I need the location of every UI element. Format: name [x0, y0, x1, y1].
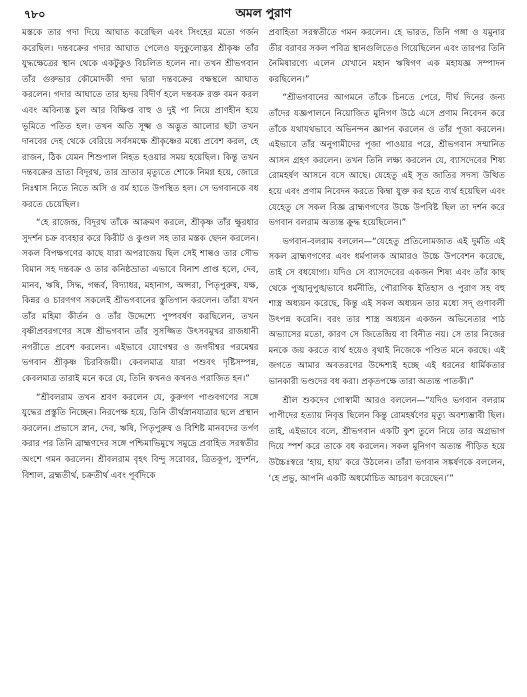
- page-header: [0, 4, 527, 22]
- left-column: [22, 26, 259, 692]
- left-paragraph-1: মস্তকে তার গদা দিয়ে আঘাত করেছিল এবং সিংহের মতো গর্জন করেছিল। দন্তবক্রের গদার আঘাত পেলেও যদুকুলোদ্ভব শ্রীকৃষ্ণ তাঁর যুদ্ধক্ষেত্রের স্থান থেকে একটুকুও বিচলিত হলেন না। তখন শ্রীভগবান তাঁর গুরুভার কৌমোদকী গদা দ্বারা দন্তবক্রের বক্ষস্থলে আঘাত করলেন। গদার আঘাতে তার হৃদয় বিদীর্ণ হলে দন্তবক্র রক্ত বমন করল এবং অবিন্যস্ত চুল আর বিক্ষিপ্ত বাহু ও দুই পা নিয়ে প্রাণহীন হয়ে ভূমিতে পতিত হল। তখন অতি সূক্ষ্ম ও অদ্ভুত আলোর ছটা তখন দানবের দেহ থেকে বেরিয়ে সর্বসমক্ষে শ্রীকৃষ্ণের মধ্যে প্রবেশ করল, হে রাজন, ঠিক যেমন শিশুপাল নিহত হওয়ার সময় হয়েছিল। কিন্তু তখন দন্তবক্রের ভ্রাতা বিদূরথ, তার ভ্রাতার মৃত্যুতে শোকে নিমগ্ন হয়ে, জোরে নিঃশ্বাস নিতে নিতে অসি ও বর্ম হাতে উপস্থিত হল। সে ভগবানকে বধ করতে চেয়েছিল।: [22, 28, 259, 210]
- text-columns: [22, 26, 505, 692]
- right-paragraph-1: প্রবাহিতা সরস্বতীতে গমন করলেন। হে ভারত, তিনি গঙ্গা ও যমুনার তীর বরাবর সকল পবিত্র স্থানগুলিতেও গিয়েছিলেন এবং তারপর তিনি নৈমিষারণ্যে এলেন যেখানে মহান ঋষিগণ এক মহাযজ্ঞ সম্পাদন করছিলেন।”: [268, 28, 505, 85]
- running-title: অমল পুরাণ: [235, 6, 292, 20]
- right-column: [269, 26, 506, 692]
- left-paragraph-3: “শ্রীবলরাম তখন শ্রবণ করলেন যে, কুরুগণ পাণ্ডবগণের সঙ্গে যুদ্ধের প্রস্তুতি নিচ্ছেন। নিরপেক্ষ হয়ে, তিনি তীর্থস্নানযাত্রার ছলে প্রস্থান করলেন। প্রভাসে স্নান, দেব, ঋষি, পিতৃপুরুষ ও বিশিষ্ট মানবদের তর্পণ করার পর তিনি ব্রাহ্মণদের সঙ্গে পশ্চিমাভিমুখে সমুদ্রে প্রবাহিত সরস্বতীর অংশে গমন করলেন। শ্রীবলরাম বৃহৎ বিন্দু সরোবর, ত্রিতকূপ, সুদর্শন, বিশাল, ব্রহ্মতীর্থ, চক্রতীর্থ এবং পূর্বদিকে: [22, 392, 259, 481]
- right-paragraph-3: ভগবান-বলরাম বললেন—“যেহেতু প্রতিলোমজাত এই দুর্মতি এই সকল ব্রাহ্মণগণের এবং ধর্মপালক আমারও উচ্চে উপবেশন করেছে, তাই সে বধযোগ্য। যদিও সে ব্যাসদেবের একজন শিষ্য এবং তাঁর কাছ থেকে পুঙ্খানুপুঙ্খভাবে ধর্মনীতি, পৌরাণিক ইতিহাস ও পুরাণ সহ বহু শাস্ত্র অধ্যয়ন করেছে, কিন্তু এই সকল অধ্যয়ন তার মধ্যে সদ্ গুণাবলী উৎপন্ন করেনি। বরং তার শাস্ত্র অধ্যয়ন একজন অভিনেতার পাঠ অভ্যাসের মতো, কারণ সে জিতেন্দ্রিয় বা বিনীত নয়। সে তার নিজের মনকে জয় করতে ব্যর্থ হয়েও বৃথাই নিজেকে পণ্ডিত মনে করছে। এই জগতে আমার অবতরণের উদ্দেশ্যই হচ্ছে এই ধরনের ধার্মিকতার ভানকারী ভণ্ডদের বধ করা। প্রকৃতপক্ষে তারা অত্যন্ত পাতকী।”: [268, 236, 505, 388]
- left-paragraph-2: “হে রাজেন্দ্র, বিদূরথ তাঁকে আক্রমণ করলে, শ্রীকৃষ্ণ তাঁর ক্ষুরধার সুদর্শন চক্র ব্যবহার করে কিরীট ও কুণ্ডল সহ তার মস্তক ছেদন করলেন। সকল বিপক্ষগণের কাছে যারা অপরাজেয় ছিল সেই শাল্বও তার সৌভ বিমান সহ দন্তবক্র ও তার কনিষ্ঠভ্রাতা এভাবে বিনাশ প্রাপ্ত হলে, দেব, মানব, ঋষি, সিদ্ধ, গন্ধর্ব, বিদ্যাধর, মহানাগ, অপ্সরা, পিতৃপুরুষ, যক্ষ, কিন্নর ও চারণগণ সকলেই শ্রীভগবানের স্তুতিগান করলেন। তাঁরা যখন তাঁর মহিমা কীর্তন ও তাঁর উদ্দেশ্যে পুষ্পবর্ষণ করছিলেন, তখন বৃষ্ণীপ্রবরগণের সঙ্গে শ্রীভগবান তাঁর সুসজ্জিত উৎসবমুখর রাজধানী নগরীতে প্রবেশ করলেন। এইভাবে যোগেশ্বর ও জগদীশ্বর পরমেশ্বর ভগবান শ্রীকৃষ্ণ চিরবিজয়ী। কেবলমাত্র যারা পশুবৎ দৃষ্টিসম্পন্ন, কেবলমাত্র তারাই মনে করে যে, তিনি কখনও কখনও পরাজিত হন।”: [22, 218, 259, 385]
- right-paragraph-4: শ্রীল শুকদেব গোস্বামী আরও বললেন—“যদিও ভগবান বলরাম পাপীদের হত্যায় নিবৃত্ত ছিলেন কিন্তু রোমহর্ষণের মৃত্যু অবশ্যম্ভাবী ছিল। তাই, এইভাবে বলে, শ্রীভগবান একটি কুশ তুলে নিয়ে তার অগ্রভাগ দিয়ে স্পর্শ করে তাকে বধ করলেন। সকল মুনিগণ অত্যন্ত পীড়িত হয়ে উচ্চৈঃস্বরে ‘হায়, হায়’ করে উঠলেন। তাঁরা ভগবান সঙ্কর্ষণকে বললেন, ‘হে প্রভু, আপনি একটি অধর্মোচিত আচরণ করেছেন।’”: [268, 395, 505, 484]
- page-number: ৭৮০: [24, 8, 46, 21]
- right-paragraph-2: “শ্রীভগবানের আগমনে তাঁকে চিনতে পেরে, দীর্ঘ দিনের জন্য তাঁদের যজ্ঞপালনে নিয়োজিত মুনিগণ উঠে এসে প্রণাম নিবেদন করে তাঁকে যথাযথভাবে অভিনন্দন জ্ঞাপন করলেন ও তাঁর পূজা করলেন। এইভাবে তাঁর অনুগামীদের পূজা পাওয়ার পরে, শ্রীভগবান সম্মানিত আসন গ্রহণ করলেন। তখন তিনি লক্ষ্য করলেন যে, ব্যাসদেবের শিষ্য রোমহর্ষণ আসনে বসে আছে। যেহেতু এই সূত জাতির সদস্য উত্থিত হয়ে এবং প্রণাম নিবেদন করতে কিম্বা যুক্ত কর হতে ব্যর্থ হয়েছিল এবং যেহেতু সে সকল বিজ্ঞ ব্রাহ্মণগণের উচ্চে উপবিষ্ট ছিল তা দর্শন করে ভগবান বলরাম অত্যন্ত ক্রুদ্ধ হয়েছিলেন।”: [268, 93, 505, 229]
